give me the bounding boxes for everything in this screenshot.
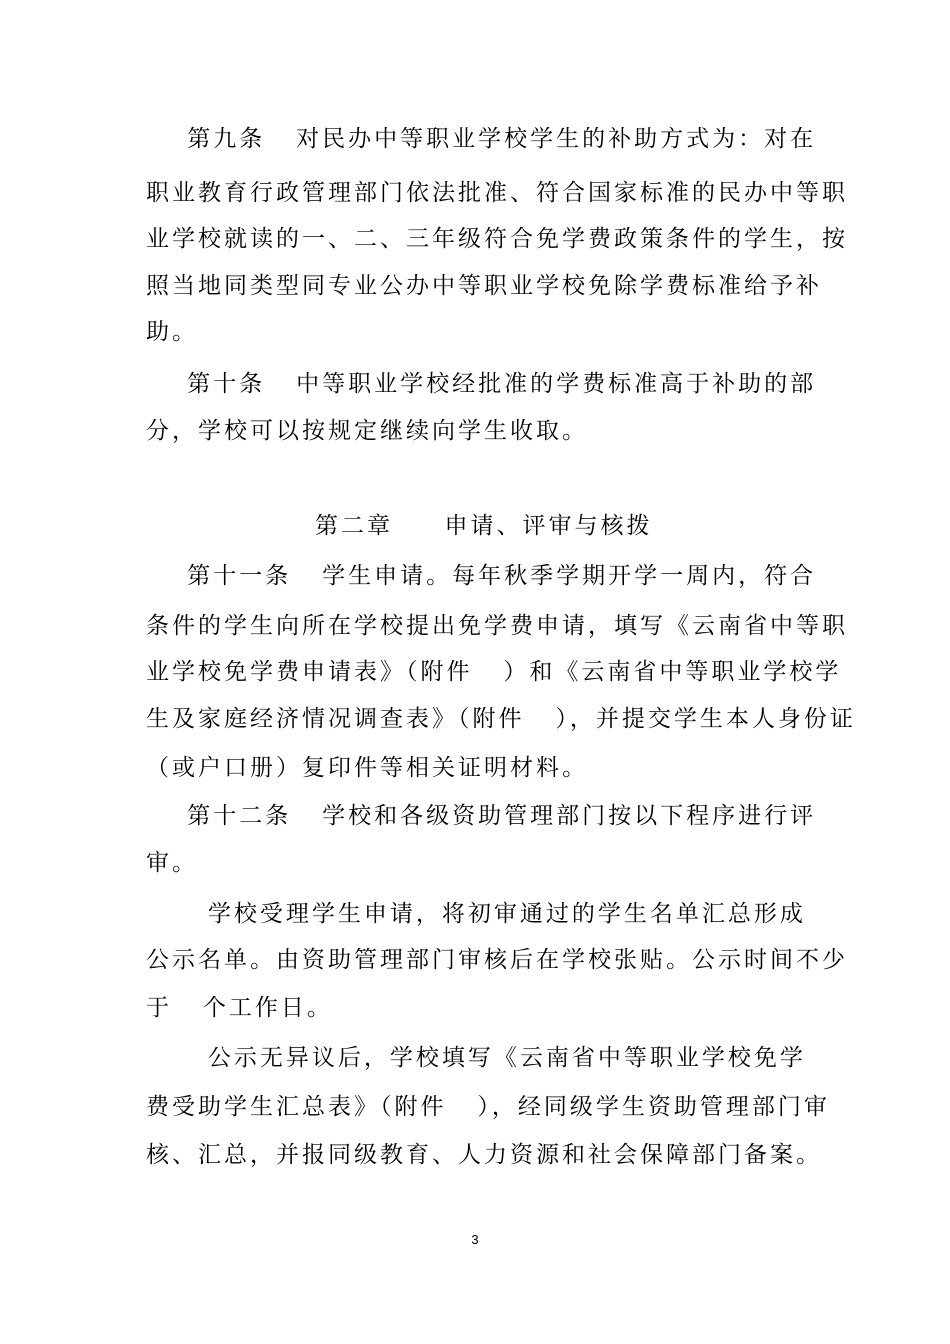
article-11-line: 业学校免学费申请表》（附件 ）和《云南省中等职业学校学 bbox=[146, 659, 842, 685]
review-step-1-line: 于 个工作日。 bbox=[146, 995, 333, 1021]
article-9-line: 助。 bbox=[146, 319, 198, 345]
review-step-1-line: 学校受理学生申请，将初审通过的学生名单汇总形成 bbox=[146, 901, 806, 927]
article-9-line: 第九条 对民办中等职业学校学生的补助方式为：对在 bbox=[146, 126, 817, 152]
article-9-line: 照当地同类型同专业公办中等职业学校免除学费标准给予补 bbox=[146, 273, 822, 299]
review-step-2-line: 公示无异议后，学校填写《云南省中等职业学校免学 bbox=[146, 1045, 806, 1071]
review-step-1-line: 公示名单。由资助管理部门审核后在学校张贴。公示时间不少 bbox=[146, 947, 848, 973]
chapter-heading: 第二章 申请、评审与核拨 bbox=[315, 513, 653, 539]
article-10-line: 第十条 中等职业学校经批准的学费标准高于补助的部 bbox=[146, 371, 817, 397]
review-step-2-line: 核、汇总，并报同级教育、人力资源和社会保障部门备案。 bbox=[146, 1142, 822, 1168]
article-11-line: 条件的学生向所在学校提出免学费申请，填写《云南省中等职 bbox=[146, 613, 848, 639]
article-9-line: 职业教育行政管理部门依法批准、符合国家标准的民办中等职 bbox=[146, 180, 848, 206]
page-number: 3 bbox=[471, 1232, 479, 1247]
article-12-line: 审。 bbox=[146, 850, 198, 876]
article-11-line: 生及家庭经济情况调查表》（附件 ），并提交学生本人身份证 bbox=[146, 706, 856, 732]
review-step-2-line: 费受助学生汇总表》（附件 ），经同级学生资助管理部门审 bbox=[146, 1094, 830, 1120]
article-12-line: 第十二条 学校和各级资助管理部门按以下程序进行评 bbox=[146, 803, 817, 829]
article-10-line: 分，学校可以按规定继续向学生收取。 bbox=[146, 418, 588, 444]
article-11-line: （或户口册）复印件等相关证明材料。 bbox=[146, 755, 588, 781]
article-9-line: 业学校就读的一、二、三年级符合免学费政策条件的学生，按 bbox=[146, 226, 848, 252]
article-11-line: 第十一条 学生申请。每年秋季学期开学一周内，符合 bbox=[146, 563, 817, 589]
